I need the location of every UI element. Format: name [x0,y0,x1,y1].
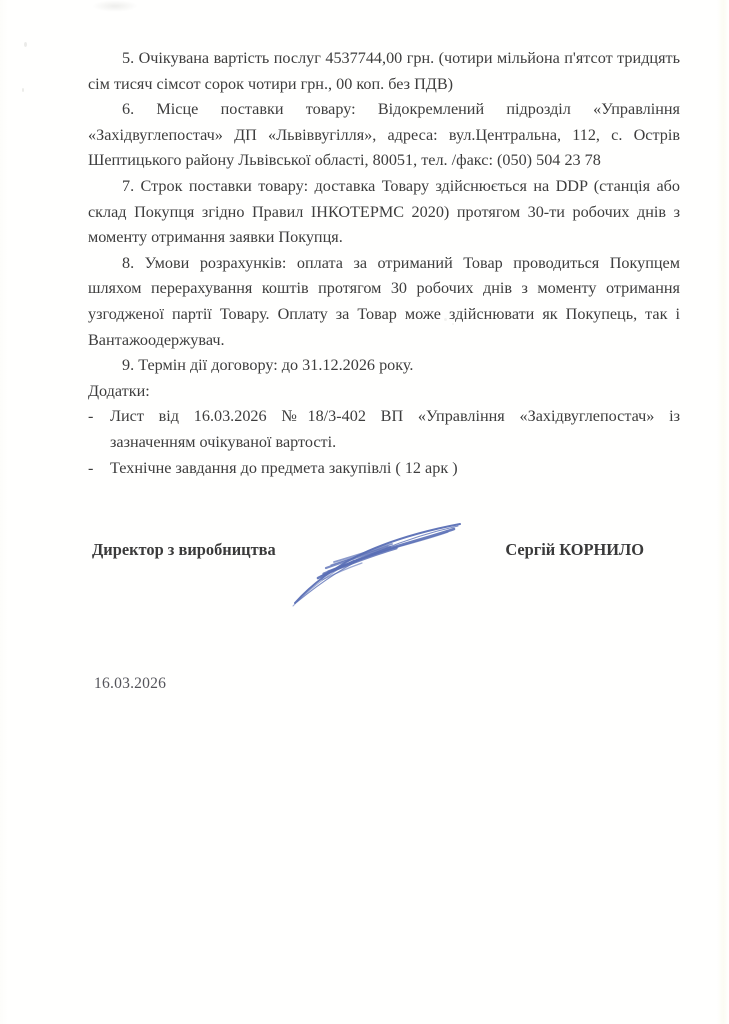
document-date: 16.03.2026 [94,675,167,692]
attachment-item [88,456,680,482]
list-dash: - [88,407,94,426]
clause-8-paragraph: 8. Умови розрахунків: оплата за отриманий Товар проводиться Покупцем шляхом перерахування коштів протягом 30 робочих днів з моменту отримання узгодженої партії Товару. Оплату за Товар може здійснювати як Покупець, так і Вантажоодержувач. [88,253,680,349]
list-dash: - [88,458,94,477]
attachment-item [88,404,680,455]
clause-7-paragraph: 7. Строк поставки товару: доставка Товару здійснюється на DDP (станція або склад Покупця згідно Правил ІНКОТЕРМС 2020) протягом 30-ти робочих днів з моменту отримання заявки Покупця. [88,176,680,247]
attachments-list [88,404,680,481]
scan-speck [22,88,24,92]
attachments-label: Додатки: [88,381,150,400]
scan-edge-shading-left [0,0,8,1024]
clause-6-paragraph: 6. Місце поставки товару: Відокремлений підрозділ «Управління «Західвуглепостач» ДП «Львіввугілля», адреса: вул.Центральна, 112, с. Острів Шептицького району Львівської області, 80051, тел. /факс: (050) 504 23 78 [88,100,680,170]
scan-smudge-top [92,0,138,12]
clause-9-paragraph: 9. Термін дії договору: до 31.12.2026 року. [122,356,414,375]
signatory-role: Директор з виробництва [92,540,276,559]
signature-block [92,540,644,570]
scan-edge-shading-right [717,0,729,1024]
scan-speck [24,42,27,47]
clause-5-paragraph: 5. Очікувана вартість послуг 4537744,00 грн. (чотири мільйона п'ятсот тридцять сім тисяч сімсот сорок чотири грн., 00 коп. без ПДВ) [88,49,680,93]
document-body [88,46,680,481]
attachment-text: Лист від 16.03.2026 №18/3-402 ВП «Управління «Західвуглепостач» із зазначенням очікуваної вартості. [110,407,680,451]
attachment-text: Технічне завдання до предмета закупівлі ( 12 арк ) [110,458,458,477]
signatory-name: Сергій КОРНИЛО [505,540,644,559]
